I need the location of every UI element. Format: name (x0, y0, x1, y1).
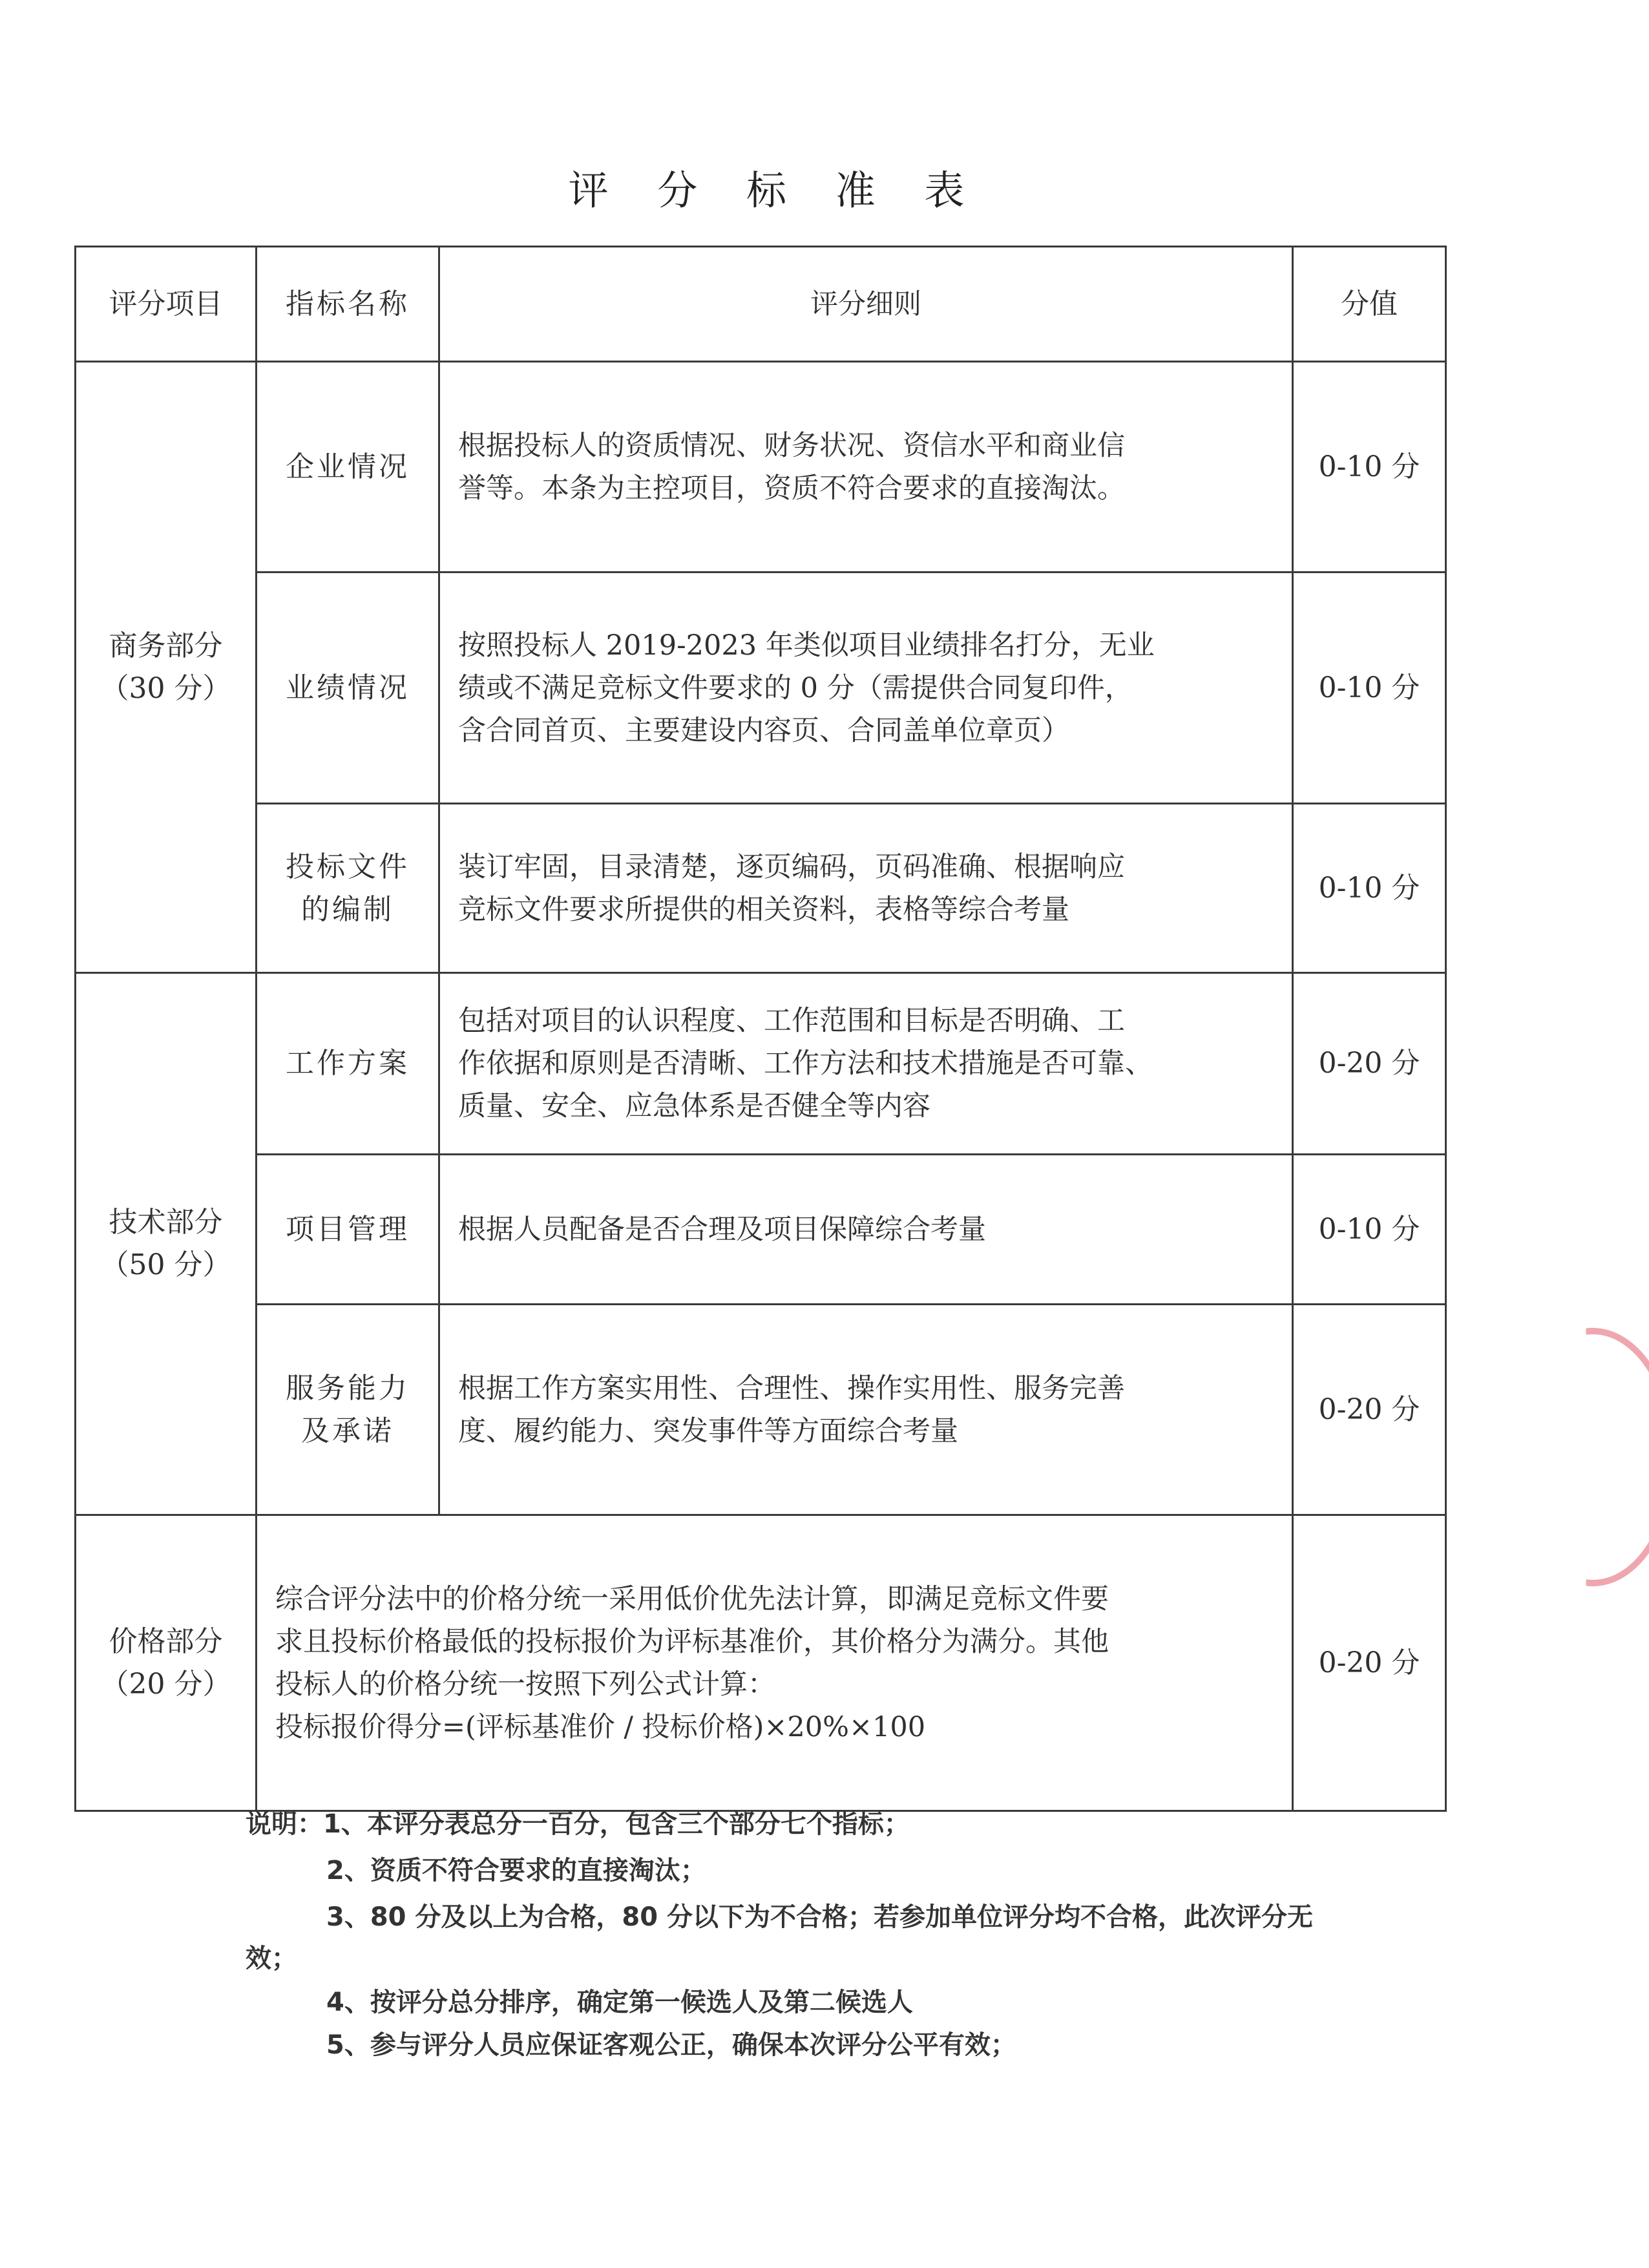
indicator-cell (257, 362, 439, 572)
value-cell: 0-10 分 (1293, 572, 1446, 804)
detail-line: 质量、安全、应急体系是否健全等内容 (458, 1090, 930, 1122)
indicator-label: 工作方案 (286, 1047, 410, 1080)
detail-cell (439, 572, 1293, 804)
value-cell: 0-10 分 (1293, 1155, 1446, 1305)
indicator-label: 企业情况 (286, 450, 410, 483)
indicator-label: 的编制 (301, 892, 394, 926)
category-points: （20 分） (100, 1667, 231, 1701)
header-category: 评分项目 (76, 247, 257, 362)
header-value: 分值 (1293, 247, 1446, 362)
detail-line: 竞标文件要求所提供的相关资料，表格等综合考量 (458, 893, 1069, 926)
note-line: 效； (246, 1944, 297, 1973)
table-row (76, 1515, 1446, 1811)
table-row (76, 1155, 1446, 1305)
table-row (76, 1305, 1446, 1515)
table-row (76, 362, 1446, 572)
detail-line: 度、履约能力、突发事件等方面综合考量 (458, 1414, 958, 1447)
detail-line: 综合评分法中的价格分统一采用低价优先法计算，即满足竞标文件要 (275, 1582, 1109, 1615)
category-cell-technical (76, 973, 257, 1515)
value-cell: 0-20 分 (1293, 1305, 1446, 1515)
detail-cell (439, 1155, 1293, 1305)
category-points: （50 分） (100, 1248, 231, 1281)
detail-line: 根据人员配备是否合理及项目保障综合考量 (458, 1213, 986, 1246)
detail-cell (439, 362, 1293, 572)
scoring-table (74, 246, 1447, 1812)
indicator-cell (257, 804, 439, 973)
indicator-label: 及承诺 (301, 1414, 394, 1447)
detail-line: 含合同首页、主要建设内容页、合同盖单位章页） (458, 714, 1069, 747)
note-line: 说明：1、本评分表总分一百分，包含三个部分七个指标； (246, 1809, 910, 1839)
table-header-row (76, 247, 1446, 362)
category-cell-price (76, 1515, 257, 1811)
indicator-cell (257, 1305, 439, 1515)
detail-cell (439, 804, 1293, 973)
price-detail-cell (257, 1515, 1293, 1811)
detail-line: 包括对项目的认识程度、工作范围和目标是否明确、工 (458, 1005, 1125, 1037)
header-detail: 评分细则 (439, 247, 1293, 362)
detail-line: 誉等。本条为主控项目，资质不符合要求的直接淘汰。 (458, 472, 1125, 505)
detail-line: 作依据和原则是否清晰、工作方法和技术措施是否可靠、 (458, 1047, 1153, 1080)
detail-cell (439, 1305, 1293, 1515)
table-row (76, 572, 1446, 804)
table-row (76, 973, 1446, 1155)
value-cell: 0-20 分 (1293, 1515, 1446, 1811)
category-name: 商务部分 (109, 629, 223, 662)
indicator-label: 服务能力 (286, 1371, 410, 1405)
value-cell: 0-10 分 (1293, 362, 1446, 572)
indicator-cell (257, 973, 439, 1155)
indicator-label: 项目管理 (286, 1212, 410, 1246)
note-line: 2、资质不符合要求的直接淘汰； (326, 1856, 706, 1885)
value-cell: 0-20 分 (1293, 973, 1446, 1155)
detail-line: 按照投标人 2019-2023 年类似项目业绩排名打分，无业 (458, 629, 1155, 662)
table-row (76, 804, 1446, 973)
detail-line: 求且投标价格最低的投标报价为评标基准价，其价格分为满分。其他 (275, 1625, 1109, 1658)
detail-line: 根据工作方案实用性、合理性、操作实用性、服务完善 (458, 1372, 1125, 1405)
indicator-label: 业绩情况 (286, 671, 410, 704)
note-line: 5、参与评分人员应保证客观公正，确保本次评分公平有效； (326, 2030, 1016, 2060)
detail-line: 装订牢固，目录清楚，逐页编码，页码准确、根据响应 (458, 850, 1125, 883)
detail-line: 根据投标人的资质情况、财务状况、资信水平和商业信 (458, 429, 1125, 462)
header-indicator: 指标名称 (257, 247, 439, 362)
indicator-cell (257, 1155, 439, 1305)
detail-line: 投标人的价格分统一按照下列公式计算： (275, 1668, 775, 1701)
category-name: 技术部分 (109, 1206, 223, 1239)
category-name: 价格部分 (109, 1624, 223, 1658)
seal-stamp (1509, 1328, 1649, 1586)
detail-cell (439, 973, 1293, 1155)
detail-line: 绩或不满足竞标文件要求的 0 分（需提供合同复印件， (458, 671, 1133, 704)
category-cell-business (76, 362, 257, 973)
category-points: （30 分） (100, 671, 231, 705)
value-cell: 0-10 分 (1293, 804, 1446, 973)
note-line: 4、按评分总分排序，确定第一候选人及第二候选人 (326, 1988, 913, 2017)
document-title: 评 分 标 准 表 (568, 167, 983, 214)
price-formula: 投标报价得分=(评标基准价 / 投标价格)×20%×100 (275, 1710, 926, 1743)
indicator-label: 投标文件 (286, 850, 410, 883)
indicator-cell (257, 572, 439, 804)
note-line: 3、80 分及以上为合格，80 分以下为不合格；若参加单位评分均不合格，此次评分无 (326, 1902, 1314, 1932)
